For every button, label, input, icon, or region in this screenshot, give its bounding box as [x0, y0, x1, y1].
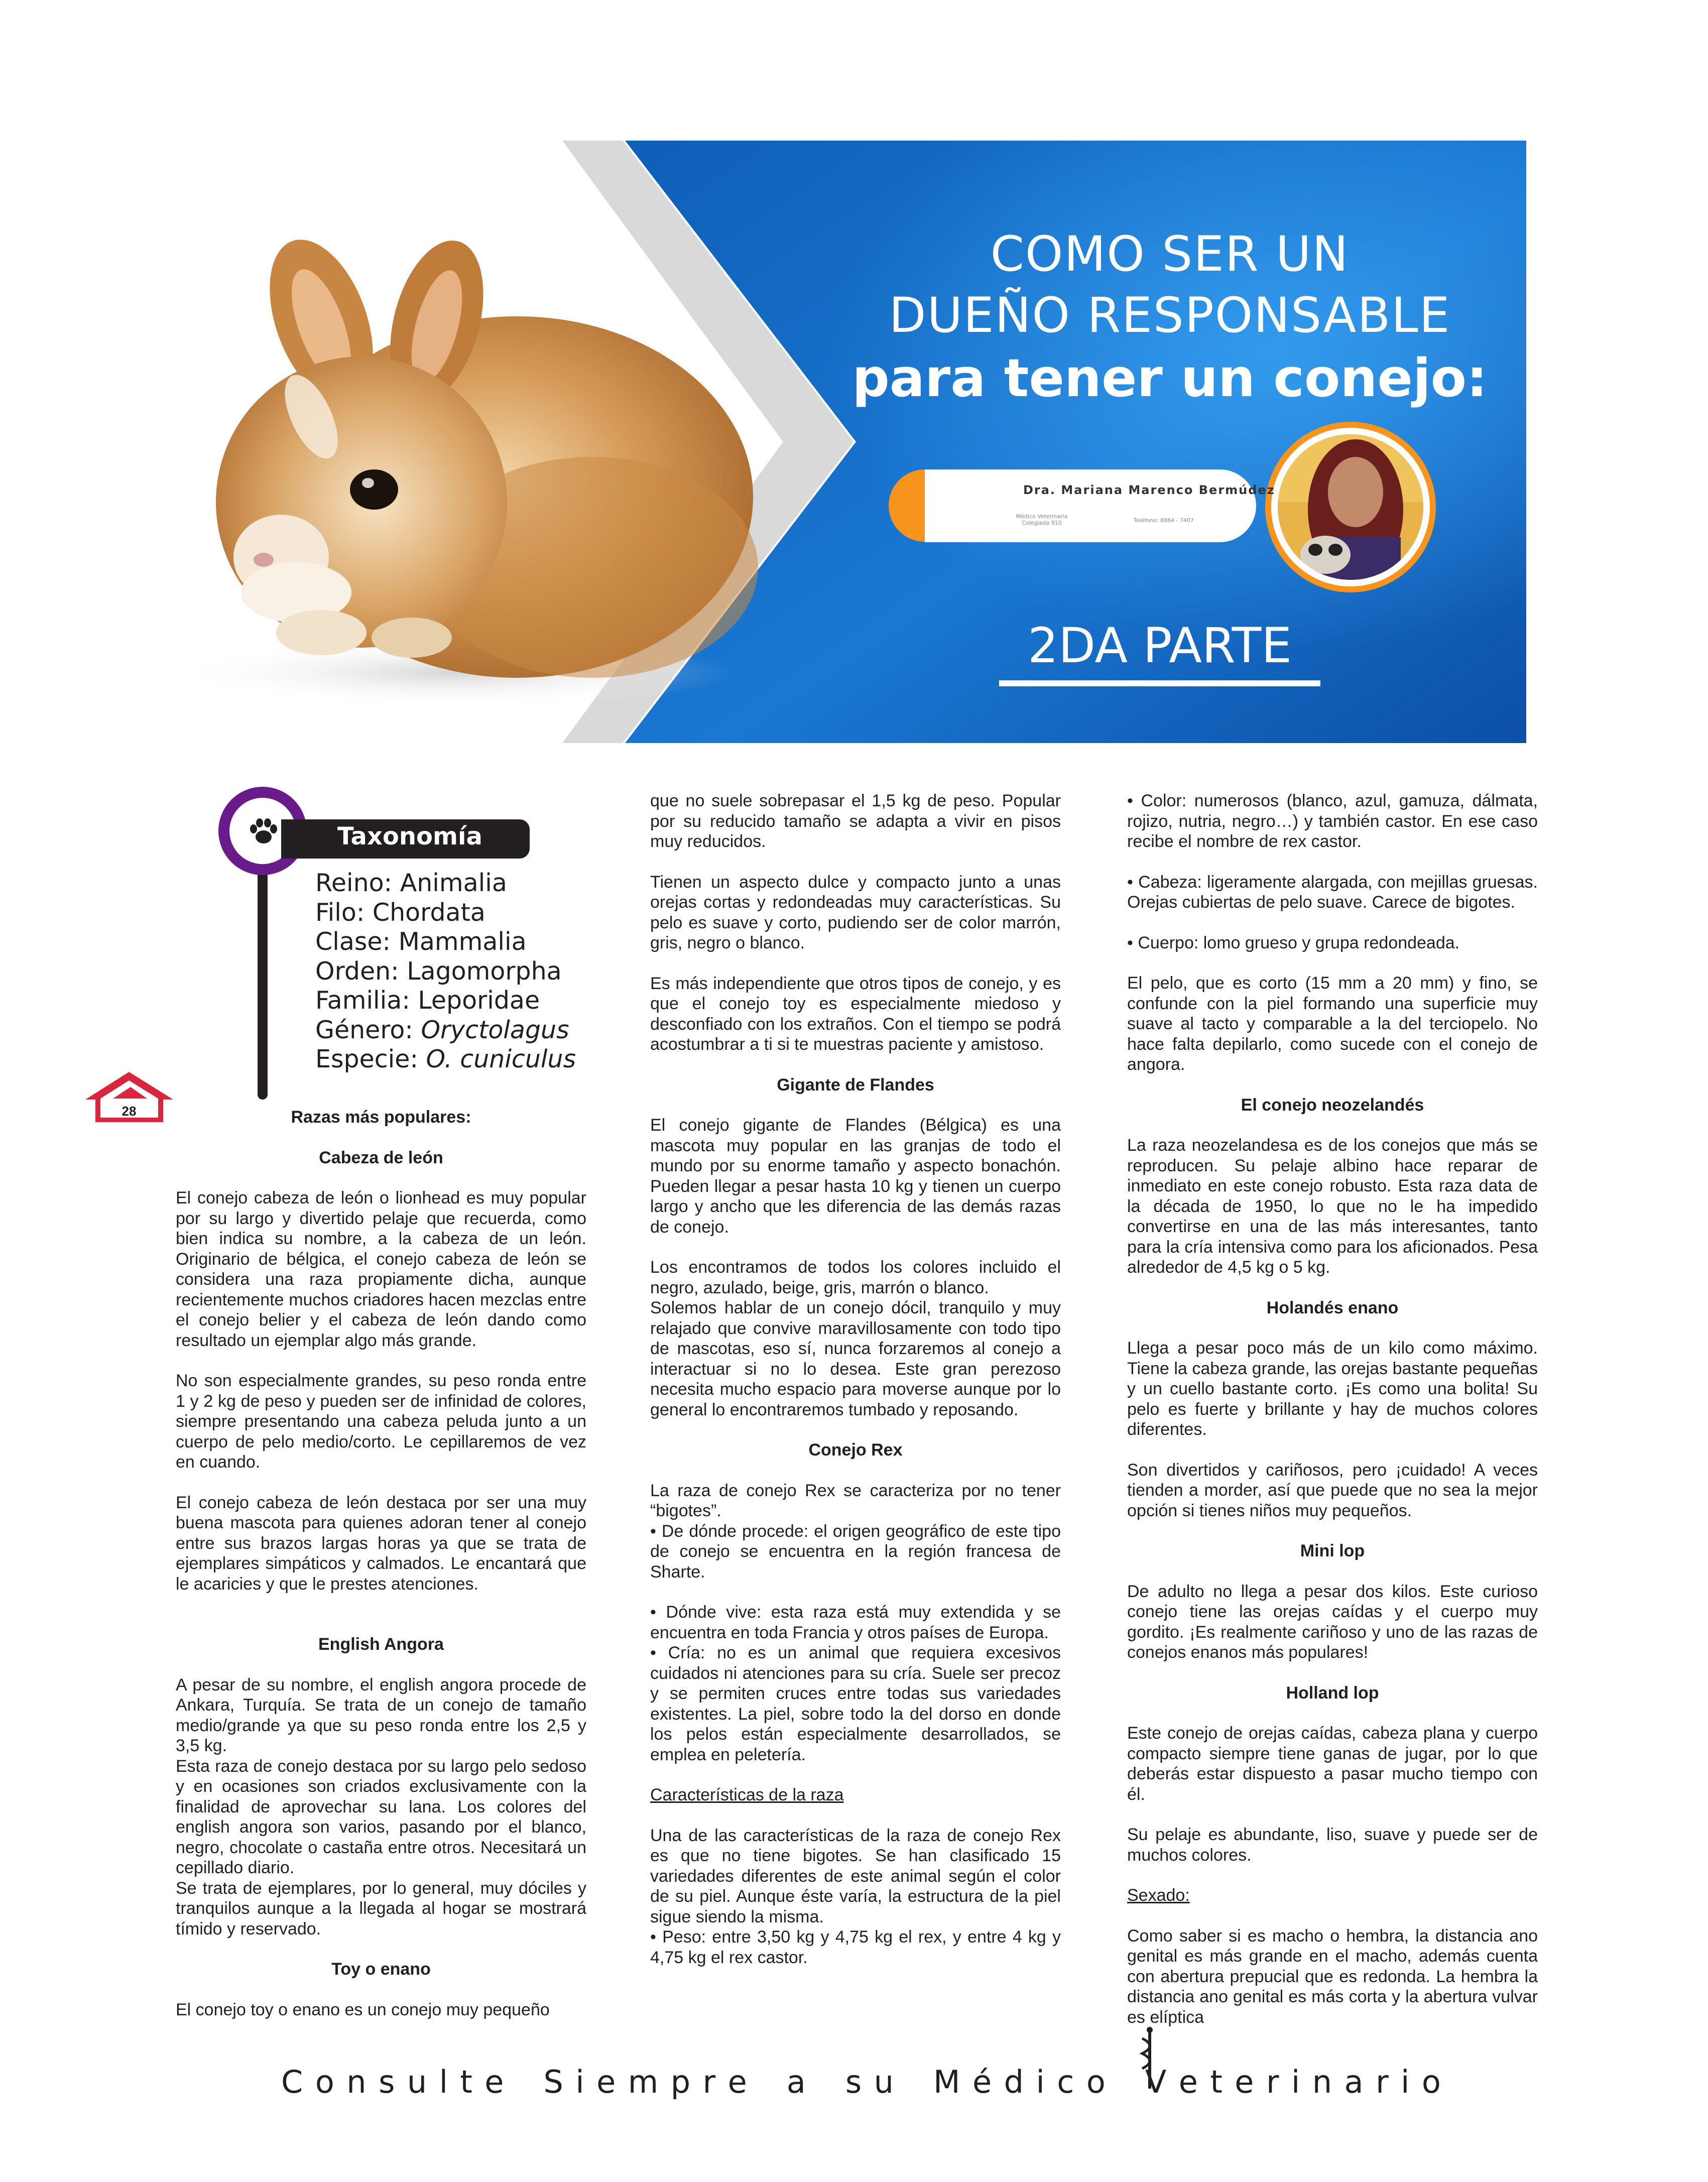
footer-letter: V: [1145, 2064, 1167, 2100]
paragraph: A pesar de su nombre, el english angora procede de Ankara, Turquía. Se trata de un conejo de tamaño medio/grande ya que su peso ronda entre los 2,5 y 3,5 kg.: [176, 1675, 586, 1755]
paragraph: El pelo, que es corto (15 mm a 20 mm) y fino, se confunde con la piel formando una superficie muy suave al tacto y comparable a la del terciopelo. No hace falta depilarlo, como sucede con el conejo de angora.: [1127, 974, 1538, 1074]
paragraph: Como saber si es macho o hembra, la distancia ano genital es más grande en el macho, además cuenta con abertura prepucial que es redonda. La hembra la distancia ano genital es más corta y la abertura vulvar es elíptica: [1127, 1926, 1538, 2027]
footer-letter: S: [543, 2064, 563, 2100]
paragraph: Su pelaje es abundante, liso, suave y puede ser de muchos colores.: [1127, 1825, 1538, 1865]
footer-space: [818, 2064, 833, 2100]
footer-letter: e: [727, 2064, 747, 2100]
paragraph: El conejo gigante de Flandes (Bélgica) es una mascota muy popular en las granjas de todo el mundo por su enorme tamaño y aspecto bonachón. Pueden llegar a pesar hasta 10 kg y tienen un cuerpo largo y ancho que les diferencia de las demás razas de conejo.: [650, 1116, 1061, 1237]
footer-letter: e: [596, 2064, 616, 2100]
paragraph: Es más independiente que otros tipos de conejo, y es que el conejo toy es especialmente miedoso y desconfiado con los extraños. Con el tiempo se podrá acostumbrar a ti si te muestras paciente y amistoso.: [650, 974, 1061, 1054]
paragraph: • Color: numerosos (blanco, azul, gamuza, dálmata, rojizo, nutria, negro…) y también castor. En ese caso recibe el nombre de rex castor.: [1127, 791, 1538, 851]
paragraph: Los encontramos de todos los colores incluido el negro, azulado, beige, gris, marrón o blanco.: [650, 1258, 1061, 1297]
author-card: [925, 469, 1256, 542]
paragraph: El conejo cabeza de león destaca por ser una muy buena mascota para quienes adoran tener al conejo entre sus brazos largas horas ya que se trata de ejemplares simpáticos y calmados. Le encantará que le acaricies y que le prestes atenciones.: [176, 1493, 586, 1594]
subheading-sexado: Sexado:: [1127, 1886, 1190, 1905]
footer-letter: d: [1004, 2064, 1024, 2100]
author-role: Médico Veterinaria Colegiada 910: [1016, 513, 1068, 526]
part-underline: [999, 680, 1320, 686]
footer-letter: n: [346, 2064, 367, 2100]
heading-gigante-de-flandes: Gigante de Flandes: [777, 1075, 934, 1095]
paragraph: • Cría: no es un animal que requiera excesivos cuidados ni atenciones para su cría. Suele ser precoz y se permiten cruces entre todas sus variedades existentes. La piel, sobre todo la del dorso en donde los pelos están especialmente desarrollados, se emplea en peletería.: [650, 1643, 1061, 1764]
taxonomy-clase: Clase: Mammalia: [315, 927, 527, 956]
rabbit-image: [171, 225, 758, 708]
footer-letter: s: [845, 2064, 862, 2100]
heading-holandes-enano: Holandés enano: [1266, 1298, 1399, 1317]
footer-letter: u: [407, 2064, 427, 2100]
footer-letter: l: [439, 2064, 448, 2100]
footer-letter: a: [1344, 2064, 1364, 2100]
footer-letter: a: [786, 2064, 806, 2100]
paragraph: El conejo cabeza de león o lionhead es muy popular por su largo y divertido pelaje que recuerda, como bien indica su nombre, a la cabeza de un león. Originario de bélgica, el conejo cabeza de león se considera una raza propiamente dicha, aunque recientemente muchos criadores hacen mezclas entre el conejo belier y el cabeza de león dando como resultado un ejemplar algo más grande.: [176, 1188, 586, 1350]
footer-letter: u: [874, 2064, 894, 2100]
paragraph: De adulto no llega a pesar dos kilos. Este curioso conejo tiene las orejas caídas y el cuerpo muy gordito. ¡Es realmente cariñoso y uno de las razas de conejos enanos más populares!: [1127, 1582, 1538, 1662]
taxonomy-title: Taxonomía: [337, 822, 482, 851]
footer-letter: i: [1291, 2064, 1300, 2100]
footer-letter: r: [1376, 2064, 1389, 2100]
paragraph: • Cabeza: ligeramente alargada, con mejillas gruesas. Orejas cubiertas de pelo suave. Carece de bigotes.: [1127, 872, 1538, 912]
footer-letter: o: [1086, 2064, 1106, 2100]
taxonomy-orden: Orden: Lagomorpha: [315, 956, 562, 986]
column-1: [176, 1107, 586, 2040]
page-badge: [83, 1069, 176, 1125]
paragraph: El conejo toy o enano es un conejo muy pequeño: [176, 2000, 550, 2019]
footer-letter: t: [1210, 2064, 1223, 2100]
paragraph: No son especialmente grandes, su peso ronda entre 1 y 2 kg de peso y pueden ser de infinidad de colores, siempre presentando una cabeza peluda junto a un cuerpo de pelo medio/corto. Le cepillaremos de vez en cuando.: [176, 1371, 586, 1472]
taxonomy-especie: Especie: O. cuniculus: [315, 1045, 576, 1073]
footer-letter: m: [628, 2064, 659, 2100]
taxonomy-genero: Género: Oryctolagus: [315, 1015, 569, 1044]
footer-tagline: [281, 2064, 1441, 2100]
footer-letter: i: [575, 2064, 584, 2100]
footer-letter: i: [1036, 2064, 1045, 2100]
footer-letter: e: [1178, 2064, 1198, 2100]
paw-icon: [246, 813, 281, 848]
subheading-caracteristicas: Características de la raza: [650, 1785, 844, 1804]
heading-razas: Razas más populares:: [291, 1108, 471, 1127]
heading-holland-lop: Holland lop: [1286, 1683, 1379, 1703]
taxonomy-reino: Reino: Animalia: [315, 869, 507, 897]
taxonomy-list: [315, 869, 576, 1074]
title-line-2: DUEÑO RESPONSABLE: [889, 287, 1451, 343]
column-3: [1127, 791, 1538, 2047]
paragraph: Esta raza de conejo destaca por su largo pelo sedoso y en ocasiones son criados exclusivamente con la finalidad de aprovechar su lana. Los colores del english angora son varios, pasando por el blanco, negro, chocolate o castaña entre otros. Necesitará un cepillado diario.: [176, 1756, 586, 1877]
author-name: Dra. Mariana Marenco Bermúdez: [1023, 483, 1275, 497]
footer-letter: C: [281, 2064, 303, 2100]
heading-toy-o-enano: Toy o enano: [331, 1960, 431, 1979]
footer-letter: s: [379, 2064, 395, 2100]
paragraph: • Peso: entre 3,50 kg y 4,75 kg el rex, y entre 4 kg y 4,75 kg el rex castor.: [650, 1927, 1061, 1967]
footer-letter: e: [484, 2064, 504, 2100]
title-line-3: para tener un conejo:: [852, 347, 1488, 409]
footer-letter: r: [1266, 2064, 1279, 2100]
footer-space: [759, 2064, 774, 2100]
paragraph: Llega a pesar poco más de un kilo como máximo. Tiene la cabeza grande, las orejas bastante pequeñas y un cuello bastante corto. ¡Es como una bolita! Su pelo es fuerte y brillante y hay de muchos colores diferentes.: [1127, 1339, 1538, 1439]
footer-letter: o: [315, 2064, 334, 2100]
paragraph: La raza de conejo Rex se caracteriza por no tener “bigotes”.: [650, 1481, 1061, 1520]
paragraph: Una de las características de la raza de conejo Rex es que no tiene bigotes. Se han clasificado 15 variedades diferentes de este animal según el color de su piel. Aunque éste varía, la estructura de la piel sigue siendo la misma.: [650, 1826, 1061, 1926]
paragraph: Son divertidos y cariñosos, pero ¡cuidado! A veces tienden a morder, así que puede que no sea la mejor opción si tienes niños muy pequeños.: [1127, 1460, 1538, 1520]
caduceus-icon: [1132, 2026, 1167, 2091]
footer-letter: r: [702, 2064, 716, 2100]
paragraph: La raza neozelandesa es de los conejos que más se reproducen. Su pelaje albino hace reparar de inmediato en este conejo robusto. Esta raza data de la década de 1950, lo que no le ha impedido convertirse en una de las más interesantes, tanto para la cría intensiva como para los aficionados. Pesa alrededor de 4,5 kg o 5 kg.: [1127, 1136, 1538, 1277]
footer-space: [906, 2064, 921, 2100]
taxonomy-familia: Familia: Leporidae: [315, 986, 540, 1015]
footer-letter: M: [933, 2064, 960, 2100]
part-label: 2DA PARTE: [1028, 618, 1292, 674]
paragraph: • Dónde vive: esta raza está muy extendida y se encuentra en toda Francia y otros países de Europa.: [650, 1603, 1061, 1642]
footer-space: [1118, 2064, 1133, 2100]
heading-mini-lop: Mini lop: [1300, 1541, 1365, 1560]
paragraph: Tienen un aspecto dulce y compacto junto a unas orejas cortas y redondeadas muy características. Su pelo es suave y corto, pudiendo ser de color marrón, gris, negro o blanco.: [650, 872, 1061, 952]
footer-letter: e: [1235, 2064, 1254, 2100]
heading-cabeza-de-leon: Cabeza de león: [319, 1148, 443, 1167]
heading-conejo-rex: Conejo Rex: [808, 1440, 903, 1460]
column-2: [650, 791, 1061, 1988]
heading-neozelandes: El conejo neozelandés: [1241, 1095, 1424, 1115]
footer-letter: i: [1401, 2064, 1410, 2100]
paragraph: • De dónde procede: el origen geográfico de este tipo de conejo se encuentra en la región francesa de Sharte.: [650, 1521, 1061, 1582]
title-line-1: COMO SER UN: [990, 226, 1350, 282]
footer-letter: p: [670, 2064, 691, 2100]
footer-letter: n: [1312, 2064, 1332, 2100]
paragraph: • Cuerpo: lomo grueso y grupa redondeada.: [1127, 933, 1460, 952]
footer-letter: é: [972, 2064, 992, 2100]
paragraph: Solemos hablar de un conejo dócil, tranquilo y muy relajado que convive maravillosamente con todo tipo de mascotas, eso sí, nunca forzaremos al conejo a interactuar si no lo desea. Este gran perezoso necesita mucho espacio para moverse aunque por lo general lo encontraremos tumbado y reposando.: [650, 1298, 1061, 1419]
heading-english-angora: English Angora: [318, 1635, 444, 1654]
footer-letter: o: [1421, 2064, 1441, 2100]
page-number: 28: [121, 1104, 137, 1119]
taxonomy-filo: Filo: Chordata: [315, 898, 485, 927]
footer-letter: t: [460, 2064, 472, 2100]
author-phone: Teléfono: 8864 - 7407: [1134, 517, 1194, 524]
paragraph: Este conejo de orejas caídas, cabeza plana y cuerpo compacto siempre tiene ganas de jugar, por lo que deberás estar dispuesto a pasar mucho tiempo con él.: [1127, 1724, 1538, 1804]
paragraph: que no suele sobrepasar el 1,5 kg de peso. Popular por su reducido tamaño se adapta a vivir en pisos muy reducidos.: [650, 791, 1061, 851]
paragraph: Se trata de ejemplares, por lo general, muy dóciles y tranquilos aunque a la llegada al hogar se mostrará tímido y reservado.: [176, 1878, 586, 1938]
footer-space: [516, 2064, 531, 2100]
footer-letter: c: [1057, 2064, 1074, 2100]
